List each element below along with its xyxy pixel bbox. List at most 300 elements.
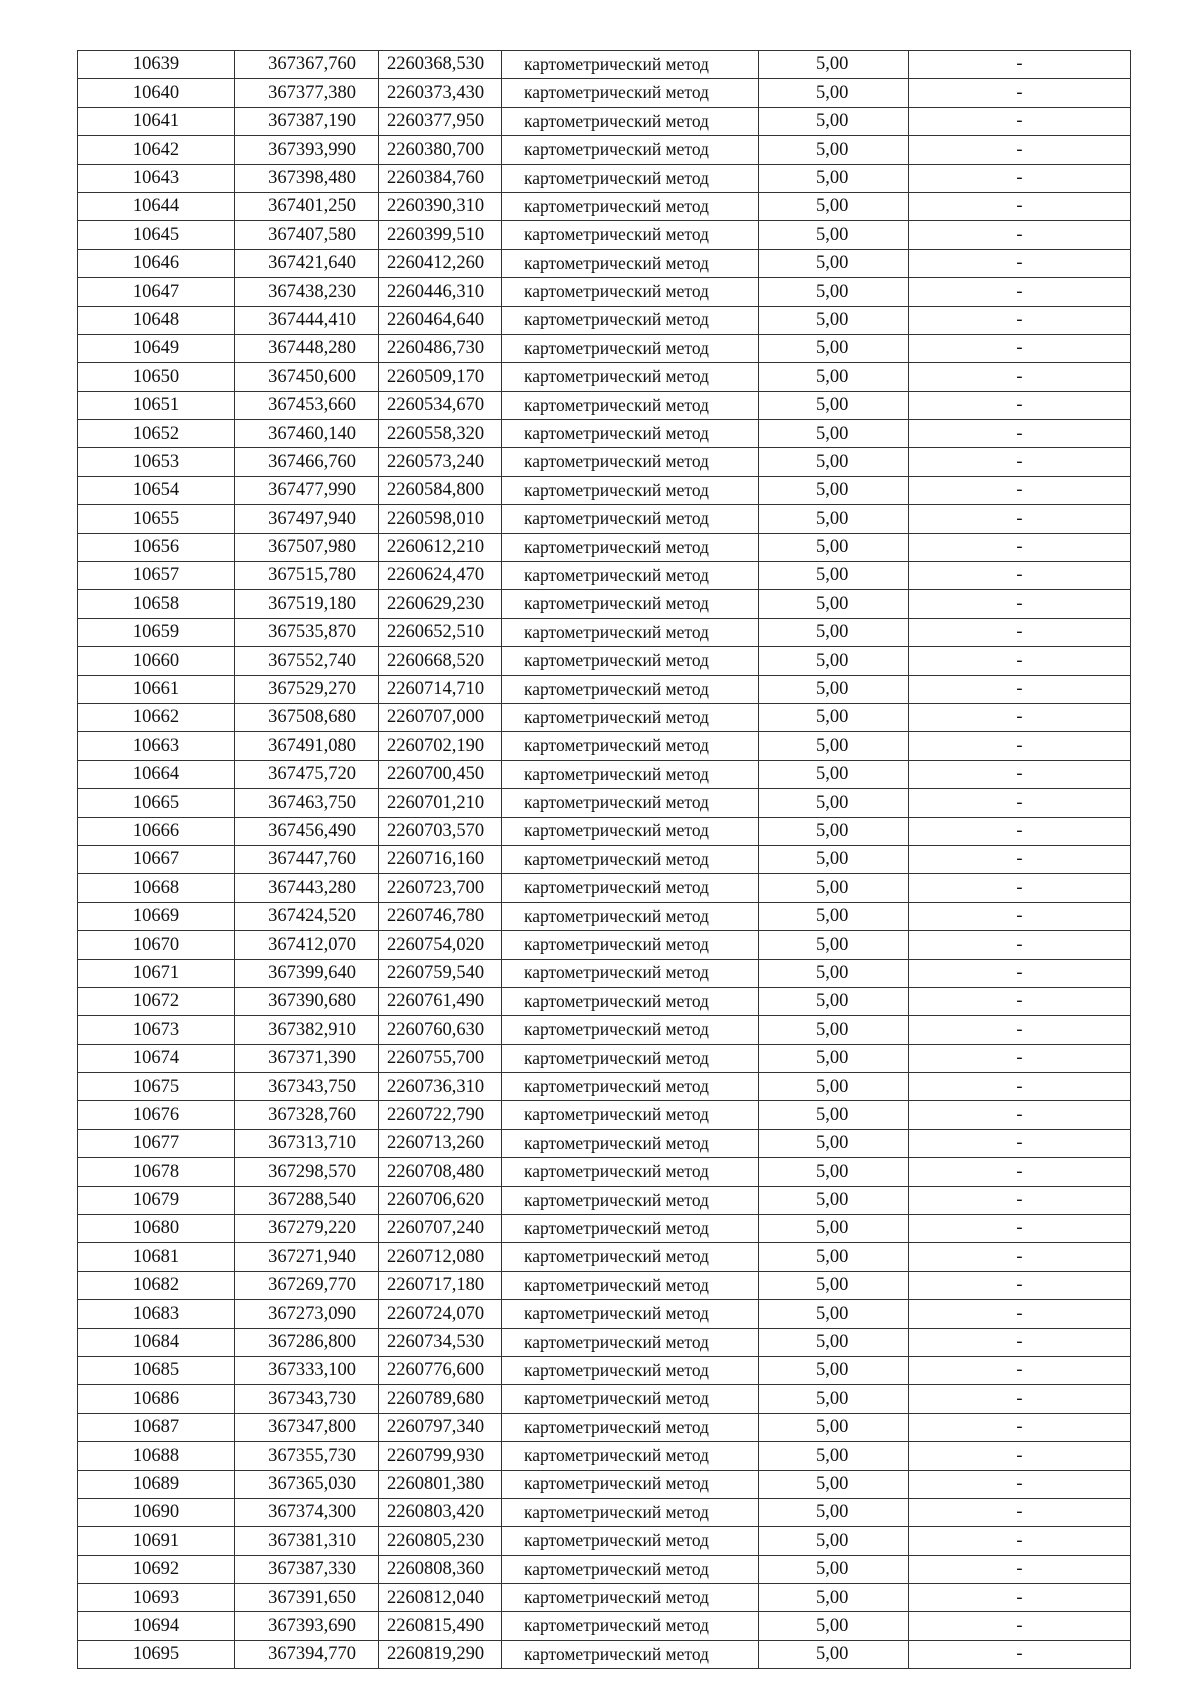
point-number-cell: 10674 [78, 1044, 235, 1072]
x-coordinate-cell: 367443,280 [235, 874, 379, 902]
description-cell: - [909, 902, 1131, 930]
y-coordinate-cell: 2260746,780 [379, 902, 502, 930]
description-cell: - [909, 79, 1131, 107]
point-number-cell: 10658 [78, 590, 235, 618]
y-coordinate-cell: 2260399,510 [379, 221, 502, 249]
point-number-cell: 10681 [78, 1243, 235, 1271]
x-coordinate-cell: 367398,480 [235, 164, 379, 192]
description-cell: - [909, 1498, 1131, 1526]
x-coordinate-cell: 367447,760 [235, 845, 379, 873]
x-coordinate-cell: 367298,570 [235, 1158, 379, 1186]
method-cell: картометрический метод [502, 1016, 759, 1044]
accuracy-cell: 5,00 [759, 221, 909, 249]
table-row [78, 51, 1131, 79]
y-coordinate-cell: 2260390,310 [379, 192, 502, 220]
x-coordinate-cell: 367374,300 [235, 1498, 379, 1526]
accuracy-cell: 5,00 [759, 107, 909, 135]
description-cell: - [909, 1271, 1131, 1299]
x-coordinate-cell: 367421,640 [235, 249, 379, 277]
point-number-cell: 10673 [78, 1016, 235, 1044]
description-cell: - [909, 334, 1131, 362]
method-cell: картометрический метод [502, 1527, 759, 1555]
description-cell: - [909, 1186, 1131, 1214]
x-coordinate-cell: 367279,220 [235, 1215, 379, 1243]
description-cell: - [909, 1356, 1131, 1384]
description-cell: - [909, 51, 1131, 79]
point-number-cell: 10672 [78, 987, 235, 1015]
y-coordinate-cell: 2260700,450 [379, 760, 502, 788]
y-coordinate-cell: 2260534,670 [379, 391, 502, 419]
point-number-cell: 10644 [78, 192, 235, 220]
table-row [78, 1612, 1131, 1640]
x-coordinate-cell: 367491,080 [235, 732, 379, 760]
y-coordinate-cell: 2260377,950 [379, 107, 502, 135]
accuracy-cell: 5,00 [759, 420, 909, 448]
table-row [78, 420, 1131, 448]
description-cell: - [909, 1243, 1131, 1271]
table-row [78, 221, 1131, 249]
accuracy-cell: 5,00 [759, 1158, 909, 1186]
accuracy-cell: 5,00 [759, 79, 909, 107]
accuracy-cell: 5,00 [759, 1271, 909, 1299]
point-number-cell: 10642 [78, 136, 235, 164]
accuracy-cell: 5,00 [759, 1498, 909, 1526]
table-row [78, 1527, 1131, 1555]
accuracy-cell: 5,00 [759, 533, 909, 561]
table-row [78, 476, 1131, 504]
accuracy-cell: 5,00 [759, 618, 909, 646]
method-cell: картометрический метод [502, 562, 759, 590]
point-number-cell: 10652 [78, 420, 235, 448]
method-cell: картометрический метод [502, 136, 759, 164]
y-coordinate-cell: 2260446,310 [379, 278, 502, 306]
point-number-cell: 10692 [78, 1555, 235, 1583]
method-cell: картометрический метод [502, 1044, 759, 1072]
description-cell: - [909, 1300, 1131, 1328]
description-cell: - [909, 874, 1131, 902]
y-coordinate-cell: 2260801,380 [379, 1470, 502, 1498]
y-coordinate-cell: 2260808,360 [379, 1555, 502, 1583]
point-number-cell: 10655 [78, 505, 235, 533]
description-cell: - [909, 1527, 1131, 1555]
accuracy-cell: 5,00 [759, 164, 909, 192]
y-coordinate-cell: 2260797,340 [379, 1413, 502, 1441]
x-coordinate-cell: 367377,380 [235, 79, 379, 107]
y-coordinate-cell: 2260734,530 [379, 1328, 502, 1356]
point-number-cell: 10648 [78, 306, 235, 334]
x-coordinate-cell: 367456,490 [235, 817, 379, 845]
description-cell: - [909, 107, 1131, 135]
method-cell: картометрический метод [502, 1555, 759, 1583]
y-coordinate-cell: 2260815,490 [379, 1612, 502, 1640]
accuracy-cell: 5,00 [759, 476, 909, 504]
y-coordinate-cell: 2260701,210 [379, 789, 502, 817]
point-number-cell: 10690 [78, 1498, 235, 1526]
description-cell: - [909, 533, 1131, 561]
y-coordinate-cell: 2260714,710 [379, 675, 502, 703]
x-coordinate-cell: 367333,100 [235, 1356, 379, 1384]
table-row [78, 1158, 1131, 1186]
description-cell: - [909, 647, 1131, 675]
method-cell: картометрический метод [502, 987, 759, 1015]
accuracy-cell: 5,00 [759, 1584, 909, 1612]
method-cell: картометрический метод [502, 760, 759, 788]
x-coordinate-cell: 367367,760 [235, 51, 379, 79]
method-cell: картометрический метод [502, 732, 759, 760]
method-cell: картометрический метод [502, 1385, 759, 1413]
description-cell: - [909, 1073, 1131, 1101]
x-coordinate-cell: 367313,710 [235, 1129, 379, 1157]
table-row [78, 874, 1131, 902]
y-coordinate-cell: 2260384,760 [379, 164, 502, 192]
y-coordinate-cell: 2260799,930 [379, 1442, 502, 1470]
x-coordinate-cell: 367535,870 [235, 618, 379, 646]
point-number-cell: 10677 [78, 1129, 235, 1157]
description-cell: - [909, 306, 1131, 334]
description-cell: - [909, 562, 1131, 590]
method-cell: картометрический метод [502, 874, 759, 902]
description-cell: - [909, 590, 1131, 618]
table-row [78, 1584, 1131, 1612]
description-cell: - [909, 1470, 1131, 1498]
x-coordinate-cell: 367393,690 [235, 1612, 379, 1640]
point-number-cell: 10646 [78, 249, 235, 277]
coordinates-table [77, 50, 1131, 1669]
table-row [78, 1243, 1131, 1271]
table-row [78, 1186, 1131, 1214]
description-cell: - [909, 1555, 1131, 1583]
x-coordinate-cell: 367371,390 [235, 1044, 379, 1072]
description-cell: - [909, 703, 1131, 731]
table-row [78, 505, 1131, 533]
description-cell: - [909, 391, 1131, 419]
table-row [78, 987, 1131, 1015]
accuracy-cell: 5,00 [759, 1101, 909, 1129]
table-row [78, 1215, 1131, 1243]
description-cell: - [909, 476, 1131, 504]
table-row [78, 1044, 1131, 1072]
table-row [78, 618, 1131, 646]
description-cell: - [909, 164, 1131, 192]
point-number-cell: 10683 [78, 1300, 235, 1328]
accuracy-cell: 5,00 [759, 703, 909, 731]
table-row [78, 278, 1131, 306]
point-number-cell: 10691 [78, 1527, 235, 1555]
accuracy-cell: 5,00 [759, 675, 909, 703]
method-cell: картометрический метод [502, 618, 759, 646]
accuracy-cell: 5,00 [759, 1328, 909, 1356]
method-cell: картометрический метод [502, 192, 759, 220]
accuracy-cell: 5,00 [759, 391, 909, 419]
y-coordinate-cell: 2260754,020 [379, 931, 502, 959]
description-cell: - [909, 448, 1131, 476]
accuracy-cell: 5,00 [759, 192, 909, 220]
description-cell: - [909, 278, 1131, 306]
description-cell: - [909, 363, 1131, 391]
point-number-cell: 10664 [78, 760, 235, 788]
y-coordinate-cell: 2260707,240 [379, 1215, 502, 1243]
method-cell: картометрический метод [502, 1442, 759, 1470]
point-number-cell: 10653 [78, 448, 235, 476]
accuracy-cell: 5,00 [759, 1385, 909, 1413]
x-coordinate-cell: 367466,760 [235, 448, 379, 476]
method-cell: картометрический метод [502, 1584, 759, 1612]
x-coordinate-cell: 367453,660 [235, 391, 379, 419]
accuracy-cell: 5,00 [759, 363, 909, 391]
accuracy-cell: 5,00 [759, 1186, 909, 1214]
point-number-cell: 10643 [78, 164, 235, 192]
method-cell: картометрический метод [502, 1640, 759, 1668]
table-row [78, 1442, 1131, 1470]
description-cell: - [909, 1129, 1131, 1157]
accuracy-cell: 5,00 [759, 987, 909, 1015]
x-coordinate-cell: 367515,780 [235, 562, 379, 590]
accuracy-cell: 5,00 [759, 136, 909, 164]
method-cell: картометрический метод [502, 249, 759, 277]
accuracy-cell: 5,00 [759, 874, 909, 902]
x-coordinate-cell: 367328,760 [235, 1101, 379, 1129]
point-number-cell: 10656 [78, 533, 235, 561]
method-cell: картометрический метод [502, 221, 759, 249]
accuracy-cell: 5,00 [759, 249, 909, 277]
table-row [78, 732, 1131, 760]
point-number-cell: 10641 [78, 107, 235, 135]
method-cell: картометрический метод [502, 647, 759, 675]
x-coordinate-cell: 367463,750 [235, 789, 379, 817]
point-number-cell: 10693 [78, 1584, 235, 1612]
x-coordinate-cell: 367424,520 [235, 902, 379, 930]
method-cell: картометрический метод [502, 1129, 759, 1157]
y-coordinate-cell: 2260703,570 [379, 817, 502, 845]
description-cell: - [909, 789, 1131, 817]
point-number-cell: 10687 [78, 1413, 235, 1441]
method-cell: картометрический метод [502, 959, 759, 987]
method-cell: картометрический метод [502, 590, 759, 618]
accuracy-cell: 5,00 [759, 1300, 909, 1328]
table-row [78, 562, 1131, 590]
method-cell: картометрический метод [502, 1186, 759, 1214]
method-cell: картометрический метод [502, 1101, 759, 1129]
table-row [78, 959, 1131, 987]
table-row [78, 448, 1131, 476]
description-cell: - [909, 1640, 1131, 1668]
accuracy-cell: 5,00 [759, 1356, 909, 1384]
description-cell: - [909, 136, 1131, 164]
table-row [78, 136, 1131, 164]
y-coordinate-cell: 2260624,470 [379, 562, 502, 590]
point-number-cell: 10665 [78, 789, 235, 817]
x-coordinate-cell: 367412,070 [235, 931, 379, 959]
y-coordinate-cell: 2260486,730 [379, 334, 502, 362]
y-coordinate-cell: 2260373,430 [379, 79, 502, 107]
x-coordinate-cell: 367407,580 [235, 221, 379, 249]
y-coordinate-cell: 2260805,230 [379, 1527, 502, 1555]
method-cell: картометрический метод [502, 1413, 759, 1441]
description-cell: - [909, 817, 1131, 845]
table-row [78, 533, 1131, 561]
x-coordinate-cell: 367381,310 [235, 1527, 379, 1555]
y-coordinate-cell: 2260612,210 [379, 533, 502, 561]
point-number-cell: 10688 [78, 1442, 235, 1470]
y-coordinate-cell: 2260584,800 [379, 476, 502, 504]
method-cell: картометрический метод [502, 1612, 759, 1640]
accuracy-cell: 5,00 [759, 647, 909, 675]
point-number-cell: 10650 [78, 363, 235, 391]
x-coordinate-cell: 367460,140 [235, 420, 379, 448]
accuracy-cell: 5,00 [759, 959, 909, 987]
point-number-cell: 10640 [78, 79, 235, 107]
table-row [78, 1101, 1131, 1129]
accuracy-cell: 5,00 [759, 448, 909, 476]
point-number-cell: 10639 [78, 51, 235, 79]
table-row [78, 1073, 1131, 1101]
method-cell: картометрический метод [502, 931, 759, 959]
method-cell: картометрический метод [502, 1498, 759, 1526]
accuracy-cell: 5,00 [759, 931, 909, 959]
description-cell: - [909, 1385, 1131, 1413]
point-number-cell: 10676 [78, 1101, 235, 1129]
method-cell: картометрический метод [502, 476, 759, 504]
method-cell: картометрический метод [502, 1073, 759, 1101]
x-coordinate-cell: 367394,770 [235, 1640, 379, 1668]
accuracy-cell: 5,00 [759, 1215, 909, 1243]
table-row [78, 1356, 1131, 1384]
accuracy-cell: 5,00 [759, 845, 909, 873]
accuracy-cell: 5,00 [759, 1016, 909, 1044]
table-row [78, 192, 1131, 220]
method-cell: картометрический метод [502, 1470, 759, 1498]
x-coordinate-cell: 367271,940 [235, 1243, 379, 1271]
y-coordinate-cell: 2260509,170 [379, 363, 502, 391]
description-cell: - [909, 1612, 1131, 1640]
method-cell: картометрический метод [502, 1356, 759, 1384]
point-number-cell: 10669 [78, 902, 235, 930]
description-cell: - [909, 675, 1131, 703]
description-cell: - [909, 1044, 1131, 1072]
y-coordinate-cell: 2260722,790 [379, 1101, 502, 1129]
table-row [78, 1470, 1131, 1498]
y-coordinate-cell: 2260723,700 [379, 874, 502, 902]
description-cell: - [909, 1584, 1131, 1612]
method-cell: картометрический метод [502, 363, 759, 391]
description-cell: - [909, 618, 1131, 646]
description-cell: - [909, 1016, 1131, 1044]
description-cell: - [909, 1442, 1131, 1470]
y-coordinate-cell: 2260776,600 [379, 1356, 502, 1384]
table-row [78, 1328, 1131, 1356]
method-cell: картометрический метод [502, 675, 759, 703]
y-coordinate-cell: 2260724,070 [379, 1300, 502, 1328]
y-coordinate-cell: 2260812,040 [379, 1584, 502, 1612]
y-coordinate-cell: 2260629,230 [379, 590, 502, 618]
point-number-cell: 10684 [78, 1328, 235, 1356]
description-cell: - [909, 420, 1131, 448]
table-row [78, 1555, 1131, 1583]
y-coordinate-cell: 2260707,000 [379, 703, 502, 731]
point-number-cell: 10657 [78, 562, 235, 590]
table-row [78, 902, 1131, 930]
accuracy-cell: 5,00 [759, 590, 909, 618]
y-coordinate-cell: 2260368,530 [379, 51, 502, 79]
point-number-cell: 10678 [78, 1158, 235, 1186]
point-number-cell: 10682 [78, 1271, 235, 1299]
x-coordinate-cell: 367390,680 [235, 987, 379, 1015]
method-cell: картометрический метод [502, 533, 759, 561]
method-cell: картометрический метод [502, 420, 759, 448]
accuracy-cell: 5,00 [759, 1470, 909, 1498]
description-cell: - [909, 987, 1131, 1015]
point-number-cell: 10647 [78, 278, 235, 306]
point-number-cell: 10671 [78, 959, 235, 987]
method-cell: картометрический метод [502, 164, 759, 192]
point-number-cell: 10654 [78, 476, 235, 504]
table-row [78, 1016, 1131, 1044]
x-coordinate-cell: 367438,230 [235, 278, 379, 306]
x-coordinate-cell: 367387,330 [235, 1555, 379, 1583]
accuracy-cell: 5,00 [759, 505, 909, 533]
x-coordinate-cell: 367477,990 [235, 476, 379, 504]
table-row [78, 789, 1131, 817]
description-cell: - [909, 959, 1131, 987]
description-cell: - [909, 249, 1131, 277]
x-coordinate-cell: 367393,990 [235, 136, 379, 164]
table-row [78, 363, 1131, 391]
point-number-cell: 10645 [78, 221, 235, 249]
accuracy-cell: 5,00 [759, 1044, 909, 1072]
method-cell: картометрический метод [502, 51, 759, 79]
y-coordinate-cell: 2260573,240 [379, 448, 502, 476]
x-coordinate-cell: 367448,280 [235, 334, 379, 362]
y-coordinate-cell: 2260712,080 [379, 1243, 502, 1271]
point-number-cell: 10667 [78, 845, 235, 873]
method-cell: картометрический метод [502, 79, 759, 107]
x-coordinate-cell: 367343,750 [235, 1073, 379, 1101]
method-cell: картометрический метод [502, 391, 759, 419]
accuracy-cell: 5,00 [759, 1640, 909, 1668]
x-coordinate-cell: 367355,730 [235, 1442, 379, 1470]
y-coordinate-cell: 2260598,010 [379, 505, 502, 533]
method-cell: картометрический метод [502, 1300, 759, 1328]
accuracy-cell: 5,00 [759, 1129, 909, 1157]
table-row [78, 675, 1131, 703]
description-cell: - [909, 192, 1131, 220]
y-coordinate-cell: 2260716,160 [379, 845, 502, 873]
description-cell: - [909, 1158, 1131, 1186]
y-coordinate-cell: 2260412,260 [379, 249, 502, 277]
y-coordinate-cell: 2260759,540 [379, 959, 502, 987]
method-cell: картометрический метод [502, 334, 759, 362]
x-coordinate-cell: 367391,650 [235, 1584, 379, 1612]
accuracy-cell: 5,00 [759, 334, 909, 362]
x-coordinate-cell: 367269,770 [235, 1271, 379, 1299]
point-number-cell: 10666 [78, 817, 235, 845]
y-coordinate-cell: 2260717,180 [379, 1271, 502, 1299]
point-number-cell: 10660 [78, 647, 235, 675]
y-coordinate-cell: 2260819,290 [379, 1640, 502, 1668]
point-number-cell: 10651 [78, 391, 235, 419]
y-coordinate-cell: 2260761,490 [379, 987, 502, 1015]
description-cell: - [909, 732, 1131, 760]
table-row [78, 760, 1131, 788]
x-coordinate-cell: 367450,600 [235, 363, 379, 391]
x-coordinate-cell: 367399,640 [235, 959, 379, 987]
y-coordinate-cell: 2260803,420 [379, 1498, 502, 1526]
accuracy-cell: 5,00 [759, 760, 909, 788]
method-cell: картометрический метод [502, 505, 759, 533]
point-number-cell: 10670 [78, 931, 235, 959]
table-row [78, 306, 1131, 334]
table-row [78, 79, 1131, 107]
